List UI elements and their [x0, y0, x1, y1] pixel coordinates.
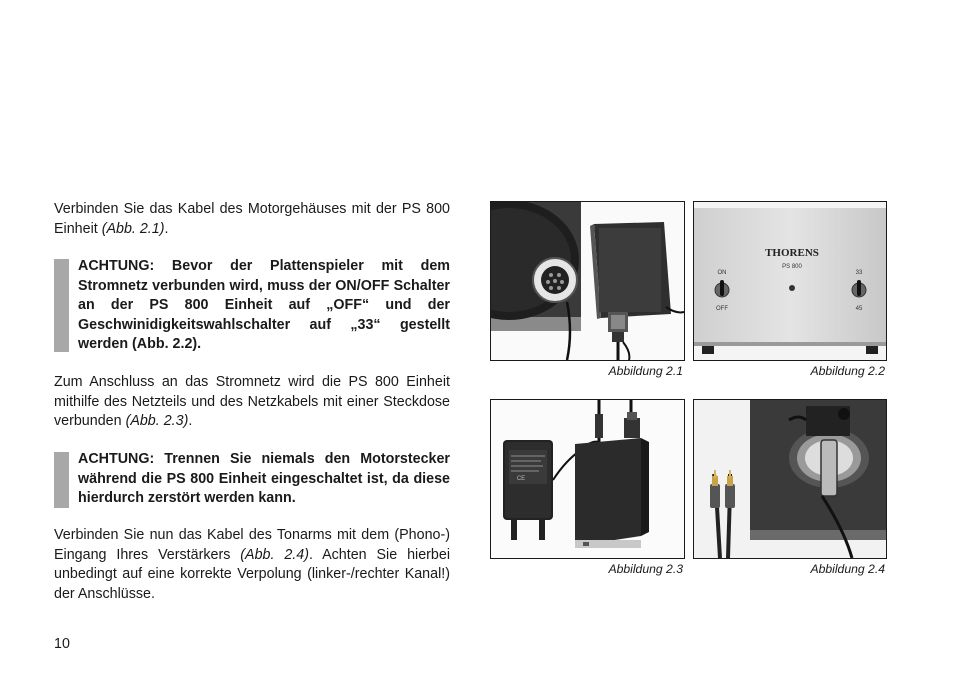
warning-bar [54, 259, 69, 352]
warning-block-2 [54, 450, 450, 510]
power-paragraph [54, 373, 450, 432]
off-label: OFF [716, 306, 728, 312]
warning-text-1: ACHTUNG: Bevor der Plattenspieler mit dem Stromnetz verbunden wird, muss der ON/OFF Schalter an der PS 800 Einheit auf „OFF“ und der Geschwinidigkeitswahlschalter auf „33“ gestellt werden (Abb. 2.2). [78, 258, 450, 352]
figure-2-4-caption: Abbildung 2.4 [810, 562, 885, 576]
warning-bar [54, 452, 69, 508]
warning-block-1 [54, 257, 450, 354]
tonearm-text: Verbinden Sie nun das Kabel des Tonarms mit dem (Phono-) Eingang Ihres Verstärkers [54, 527, 450, 563]
figure-ref-2-3: (Abb. 2.3) [125, 413, 189, 429]
figure-ref-2-4: (Abb. 2.4) [240, 546, 309, 563]
power-text: Zum Anschluss an das Stromnetz wird die PS 800 Einheit mithilfe des Netzteils und des Netzkabels mit einer Steckdose verbunden [54, 374, 450, 429]
intro-period: . [164, 220, 169, 237]
page-number: 10 [54, 636, 70, 652]
power-period: . [188, 413, 193, 429]
figure-2-1-caption: Abbildung 2.1 [608, 364, 683, 378]
speed-45-label: 45 [855, 306, 863, 312]
tonearm-paragraph [54, 526, 450, 604]
figure-2-2-image [693, 201, 887, 361]
brand-logo: THORENS [765, 247, 819, 259]
on-label: ON [717, 270, 727, 276]
figure-2-2-caption: Abbildung 2.2 [810, 364, 885, 378]
speed-33-label: 33 [855, 270, 863, 276]
figure-ref-2-1: (Abb. 2.1) [101, 220, 165, 237]
figure-2-3-image [490, 399, 685, 559]
intro-paragraph [54, 200, 450, 239]
figure-2-1-image [490, 201, 685, 361]
intro-text: Verbinden Sie das Kabel des Motorgehäuses mit der PS 800 Einheit [54, 201, 450, 237]
figure-2-4-image [693, 399, 887, 559]
power-led [789, 285, 795, 291]
model-label: PS 800 [782, 264, 802, 270]
warning-text-2: ACHTUNG: Trennen Sie niemals den Motorstecker während die PS 800 Einheit eingeschaltet ist, da diese hierdurch zerstört werden kann. [78, 451, 450, 506]
adapter-ce-mark: CE [516, 476, 526, 482]
tonearm-text-end: . Achten Sie hierbei unbedingt auf eine korrekte Verpolung (linker-/rechter Kanal!) der Anschlüsse. [54, 546, 450, 602]
figure-2-3-caption: Abbildung 2.3 [608, 562, 683, 576]
